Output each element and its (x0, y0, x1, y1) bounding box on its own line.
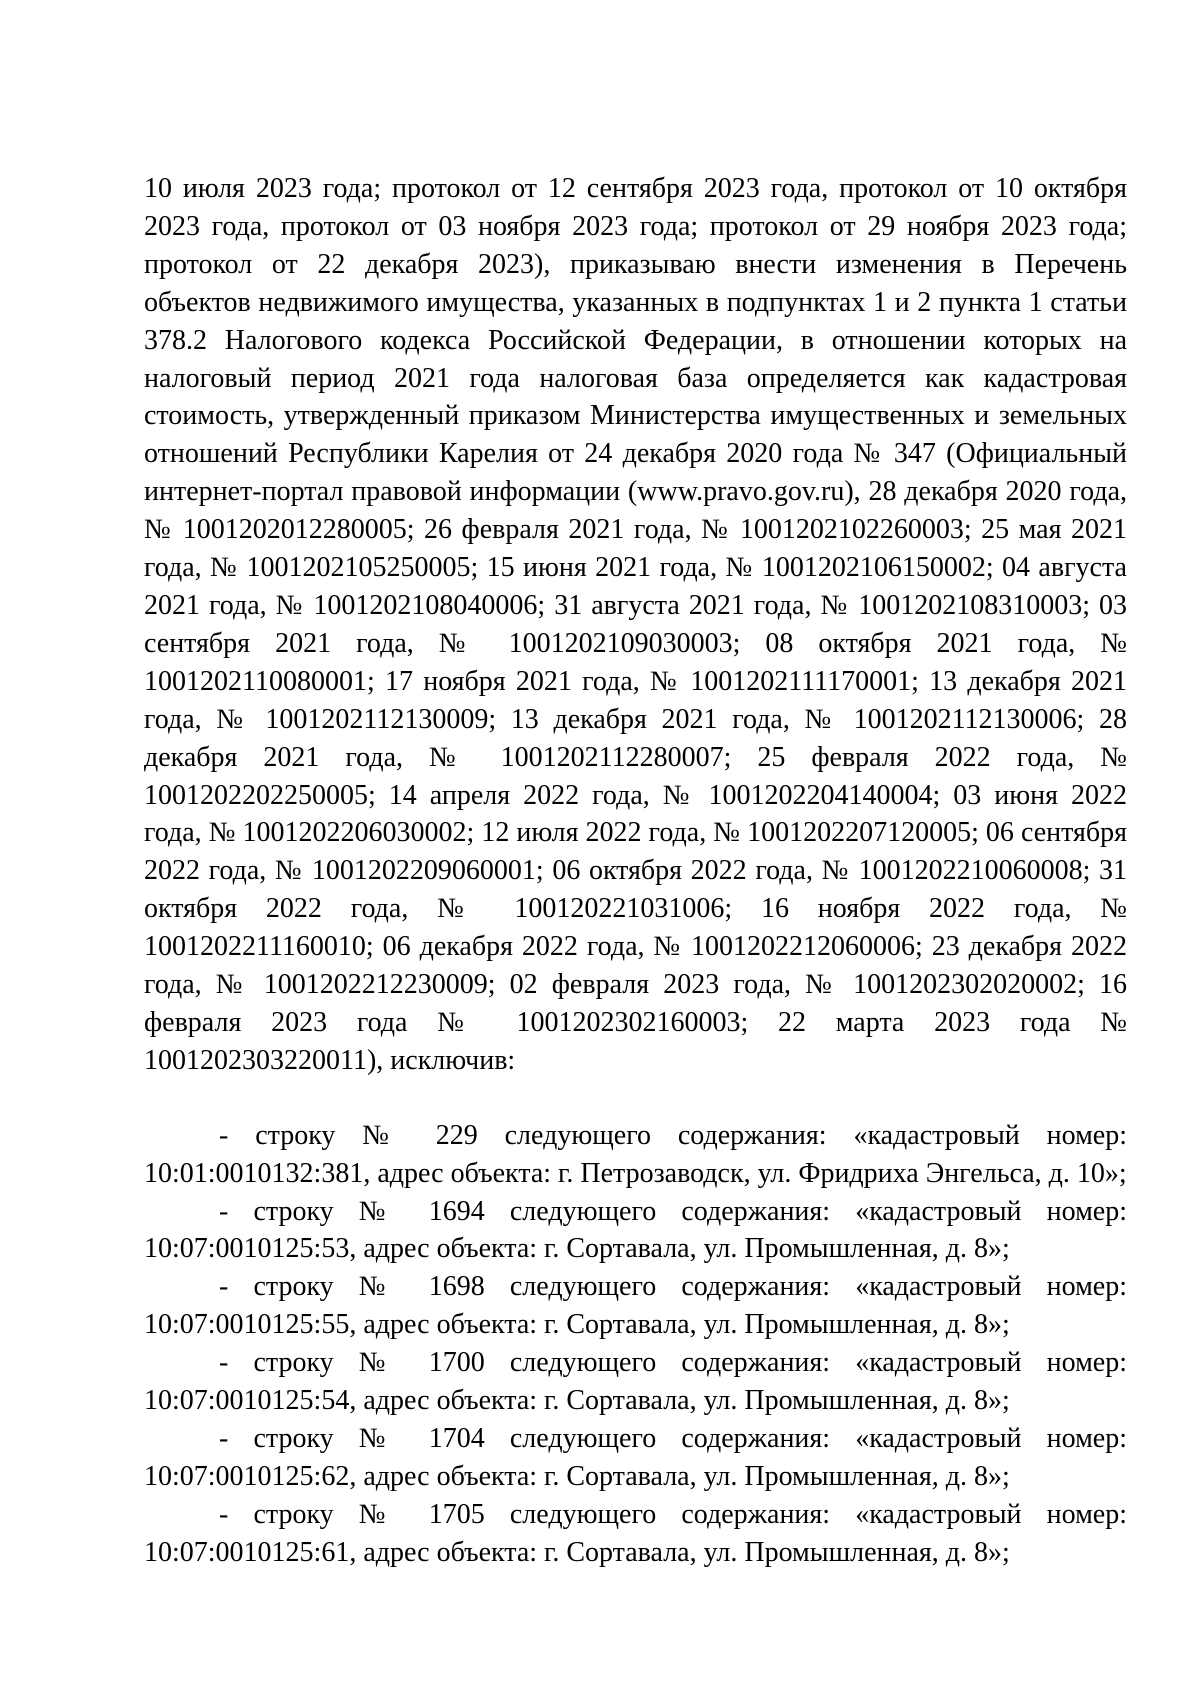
document-body (144, 170, 1127, 1572)
list-item: - строку № 1704 следующего содержания: «кадастровый номер: 10:07:0010125:62, адрес объекта: г. Сортавала, ул. Промышленная, д. 8»; (144, 1423, 1127, 1492)
list-item: - строку № 1705 следующего содержания: «кадастровый номер: 10:07:0010125:61, адрес объекта: г. Сортавала, ул. Промышленная, д. 8»; (144, 1498, 1127, 1568)
list-item: - строку № 229 следующего содержания: «кадастровый номер: 10:01:0010132:381, адрес объекта: г. Петрозаводск, ул. Фридриха Энгельса, д. 10»; (144, 1119, 1127, 1189)
list-item: - строку № 1700 следующего содержания: «кадастровый номер: 10:07:0010125:54, адрес объекта: г. Сортавала, ул. Промышленная, д. 8»; (144, 1347, 1127, 1417)
list-item: - строку № 1694 следующего содержания: «кадастровый номер: 10:07:0010125:53, адрес объекта: г. Сортавала, ул. Промышленная, д. 8»; (144, 1195, 1127, 1265)
list-item: - строку № 1698 следующего содержания: «кадастровый номер: 10:07:0010125:55, адрес объекта: г. Сортавала, ул. Промышленная, д. 8»; (144, 1271, 1127, 1341)
main-paragraph: 10 июля 2023 года; протокол от 12 сентября 2023 года, протокол от 10 октября 2023 года, протокол от 03 ноября 2023 года; протокол от 29 ноября 2023 года; протокол от 22 декабря 2023), приказываю внести изменения в Перечень объектов недвижимого имущества, указанных в подпунктах 1 и 2 пункта 1 статьи 378.2 Налогового кодекса Российской Федерации, в отношении которых на налоговый период 2021 года налоговая база определяется как кадастровая стоимость, утвержденный приказом Министерства имущественных и земельных отношений Республики Карелия от 24 декабря 2020 года № 347 (Официальный интернет-портал правовой информации (www.pravo.gov.ru), 28 декабря 2020 года, № 1001202012280005; 26 февраля 2021 года, № 1001202102260003; 25 мая 2021 года, № 1001202105250005; 15 июня 2021 года, № 1001202106150002; 04 августа 2021 года, № 1001202108040006; 31 августа 2021 года, № 1001202108310003; 03 сентября 2021 года, № 1001202109030003; 08 октября 2021 года, № 1001202110080001; 17 ноября 2021 года, № 1001202111170001; 13 декабря 2021 года, № 1001202112130009; 13 декабря 2021 года, № 1001202112130006; 28 декабря 2021 года, № 1001202112280007; 25 февраля 2022 года, № 1001202202250005; 14 апреля 2022 года, № 1001202204140004; 03 июня 2022 года, № 1001202206030002; 12 июля 2022 года, № 1001202207120005; 06 сентября 2022 года, № 1001202209060001; 06 октября 2022 года, № 1001202210060008; 31 октября 2022 года, № 100120221031006; 16 ноября 2022 года, № 1001202211160010; 06 декабря 2022 года, № 1001202212060006; 23 декабря 2022 года, № 1001202212230009; 02 февраля 2023 года, № 1001202302020002; 16 февраля 2023 года № 1001202302160003; 22 марта 2023 года № 1001202303220011), исключив: (144, 173, 1127, 1076)
